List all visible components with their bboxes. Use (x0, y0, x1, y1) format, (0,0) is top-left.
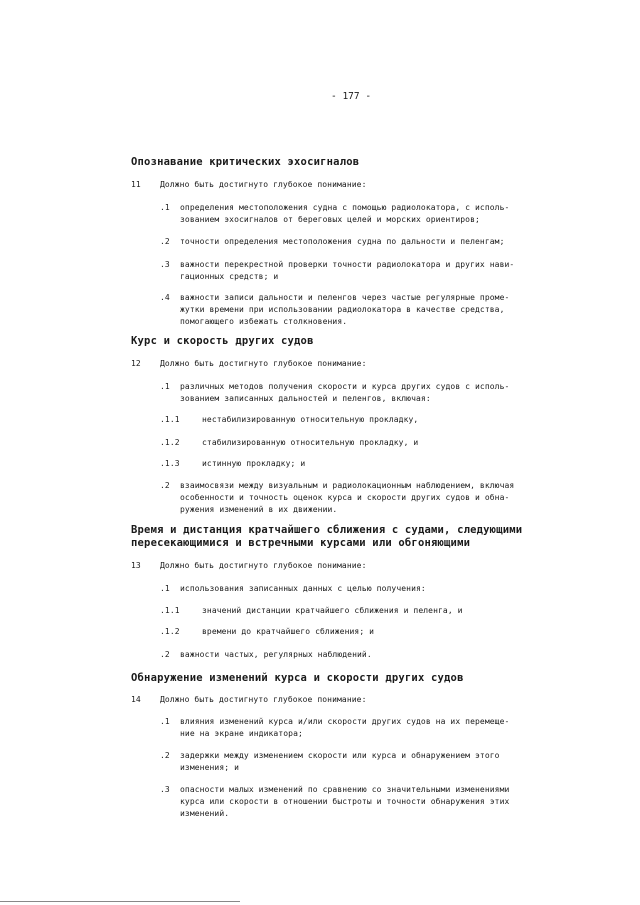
page-number: - 177 - (331, 91, 372, 102)
sub-line: времени до кратчайшего сближения; и (202, 627, 375, 636)
item-number: 14 (131, 695, 141, 704)
sub-line: курса или скорости в отношении быстроты и точности обнаружения этих (180, 797, 510, 806)
sub-number: .4 (160, 293, 170, 302)
sub-number: .2 (160, 751, 170, 760)
sub-number: .1.2 (160, 627, 180, 636)
sub-line: взаимосвязи между визуальным и радиолокационным наблюдением, включая (180, 481, 515, 490)
sub-line: изменений. (180, 809, 230, 818)
item-number: 13 (131, 561, 141, 570)
item-number: 12 (131, 359, 141, 368)
sub-number: .2 (160, 481, 170, 490)
sub-number: .1.3 (160, 459, 180, 468)
sub-line: помогающего избежать столкновения. (180, 317, 348, 326)
section-heading: пересекающимися и встречными курсами или обгоняющими (131, 537, 471, 549)
sub-line: определения местоположения судна с помощью радиолокатора, с исполь- (180, 203, 510, 212)
item-number: 11 (131, 180, 141, 189)
sub-number: .1.1 (160, 415, 180, 424)
sub-number: .1 (160, 203, 170, 212)
sub-line: гационных средств; и (180, 272, 279, 281)
sub-number: .1 (160, 717, 170, 726)
item-text: Должно быть достигнуто глубокое понимание: (160, 180, 367, 189)
sub-line: ние на экране индикатора; (180, 729, 303, 738)
sub-line: важности частых, регулярных наблюдений. (180, 650, 372, 659)
sub-line: истинную прокладку; и (202, 459, 306, 468)
sub-line: различных методов получения скорости и курса других судов с исполь- (180, 382, 510, 391)
sub-line: зованием записанных дальностей и пеленгов, включая: (180, 394, 431, 403)
sub-line: жутки времени при использовании радиолокатора в качестве средства, (180, 305, 505, 314)
sub-number: .3 (160, 260, 170, 269)
section-heading: Опознавание критических эхосигналов (131, 156, 360, 168)
sub-number: .1 (160, 584, 170, 593)
sub-line: особенности и точность оценок курса и скорости других судов и обна- (180, 493, 510, 502)
sub-line: опасности малых изменений по сравнению со значительными изменениями (180, 785, 510, 794)
sub-line: стабилизированную относительную прокладку, и (202, 438, 419, 447)
section-heading: Курс и скорость других судов (131, 335, 314, 347)
sub-line: задержки между изменением скорости или курса и обнаружением этого (180, 751, 500, 760)
sub-number: .1 (160, 382, 170, 391)
sub-line: значений дистанции кратчайшего сближения и пеленга, и (202, 606, 463, 615)
sub-line: важности записи дальности и пеленгов через частые регулярные проме- (180, 293, 510, 302)
section-heading: Обнаружение изменений курса и скорости других судов (131, 672, 464, 684)
sub-line: нестабилизированную относительную прокладку, (202, 415, 419, 424)
sub-number: .1.2 (160, 438, 180, 447)
sub-line: точности определения местоположения судна по дальности и пеленгам; (180, 237, 505, 246)
sub-number: .1.1 (160, 606, 180, 615)
sub-number: .2 (160, 650, 170, 659)
sub-line: влияния изменений курса и/или скорости других судов на их перемеще- (180, 717, 510, 726)
section-heading: Время и дистанция кратчайшего сближения с судами, следующими (131, 524, 523, 536)
sub-line: использования записанных данных с целью получения: (180, 584, 426, 593)
bottom-divider (0, 901, 240, 902)
item-text: Должно быть достигнуто глубокое понимание: (160, 695, 367, 704)
sub-line: изменения; и (180, 763, 239, 772)
item-text: Должно быть достигнуто глубокое понимание: (160, 561, 367, 570)
sub-number: .2 (160, 237, 170, 246)
sub-number: .3 (160, 785, 170, 794)
sub-line: ружения изменений в их движении. (180, 505, 338, 514)
item-text: Должно быть достигнуто глубокое понимание: (160, 359, 367, 368)
sub-line: зованием эхосигналов от береговых целей и морских ориентиров; (180, 215, 480, 224)
sub-line: важности перекрестной проверки точности радиолокатора и других нави- (180, 260, 515, 269)
